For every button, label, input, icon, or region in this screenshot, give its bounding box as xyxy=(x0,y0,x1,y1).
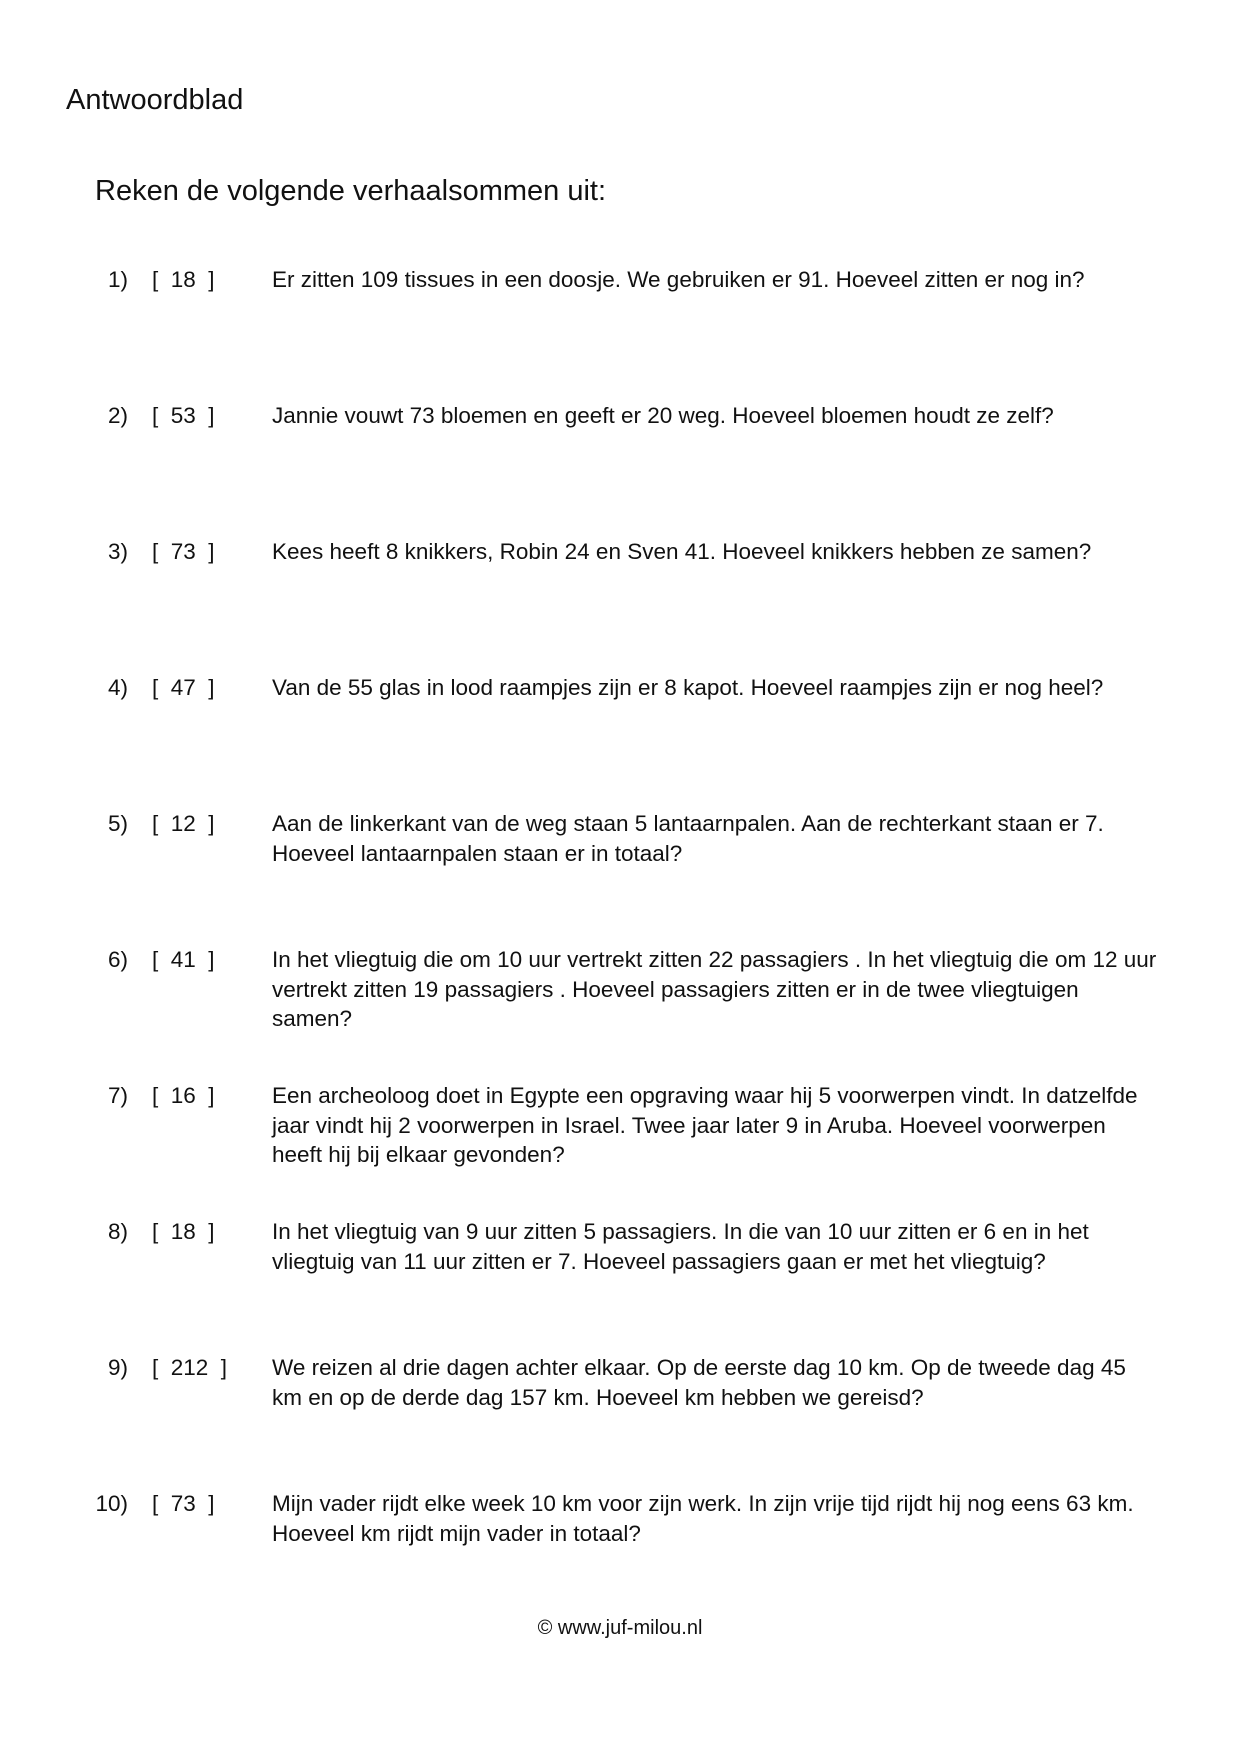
problem-text: In het vliegtuig die om 10 uur vertrekt zitten 22 passagiers . In het vliegtuig die om 12 uur vertrekt zitten 19 passagiers . Hoeveel passagiers zitten er in de twee vliegtuigen samen? xyxy=(272,947,1157,1031)
copyright-footer: © www.juf-milou.nl xyxy=(537,1617,703,1639)
problem-answer: [ 47 ] xyxy=(152,675,215,700)
problem-number: 6) xyxy=(107,947,128,972)
problem-text: Mijn vader rijdt elke week 10 km voor zijn werk. In zijn vrije tijd rijdt hij nog eens 63 km. Hoeveel km rijdt mijn vader in totaal? xyxy=(272,1491,1134,1546)
problem-text: Van de 55 glas in lood raampjes zijn er 8 kapot. Hoeveel raampjes zijn er nog heel? xyxy=(272,675,1104,700)
problem-number: 2) xyxy=(107,403,128,428)
problem-text: Er zitten 109 tissues in een doosje. We gebruiken er 91. Hoeveel zitten er nog in? xyxy=(272,267,1085,292)
problem-answer: [ 41 ] xyxy=(152,947,215,972)
problem-answer: [ 18 ] xyxy=(152,267,215,292)
problem-answer: [ 73 ] xyxy=(152,1491,215,1516)
problem-number: 7) xyxy=(107,1083,128,1108)
problem-number: 3) xyxy=(107,539,128,564)
problem-answer: [ 16 ] xyxy=(152,1083,215,1108)
problem-answer: [ 212 ] xyxy=(152,1355,228,1380)
problem-number: 10) xyxy=(95,1491,128,1516)
problem-number: 9) xyxy=(107,1355,128,1380)
problem-answer: [ 73 ] xyxy=(152,539,215,564)
problem-answer: [ 12 ] xyxy=(152,811,215,836)
instruction-heading: Reken de volgende verhaalsommen uit: xyxy=(95,175,607,207)
problem-number: 1) xyxy=(107,267,128,292)
problem-answer: [ 53 ] xyxy=(152,403,215,428)
problem-answer: [ 18 ] xyxy=(152,1219,215,1244)
problem-text: In het vliegtuig van 9 uur zitten 5 passagiers. In die van 10 uur zitten er 6 en in het vliegtuig van 11 uur zitten er 7. Hoeveel passagiers gaan er met het vliegtuig? xyxy=(272,1219,1089,1274)
problem-text: Een archeoloog doet in Egypte een opgraving waar hij 5 voorwerpen vindt. In datzelfde jaar vindt hij 2 voorwerpen in Israel. Twee jaar later 9 in Aruba. Hoeveel voorwerpen heeft hij bij elkaar gevonden? xyxy=(272,1083,1138,1167)
problem-text: Jannie vouwt 73 bloemen en geeft er 20 weg. Hoeveel bloemen houdt ze zelf? xyxy=(272,403,1054,428)
problem-number: 8) xyxy=(107,1219,128,1244)
problem-text: Kees heeft 8 knikkers, Robin 24 en Sven 41. Hoeveel knikkers hebben ze samen? xyxy=(272,539,1092,564)
problem-text: Aan de linkerkant van de weg staan 5 lantaarnpalen. Aan de rechterkant staan er 7. Hoeveel lantaarnpalen staan er in totaal? xyxy=(272,811,1104,866)
problem-text: We reizen al drie dagen achter elkaar. Op de eerste dag 10 km. Op de tweede dag 45 km en op de derde dag 157 km. Hoeveel km hebben we gereisd? xyxy=(272,1355,1126,1410)
page-title: Antwoordblad xyxy=(66,84,244,116)
problem-number: 5) xyxy=(107,811,128,836)
problem-number: 4) xyxy=(107,675,128,700)
